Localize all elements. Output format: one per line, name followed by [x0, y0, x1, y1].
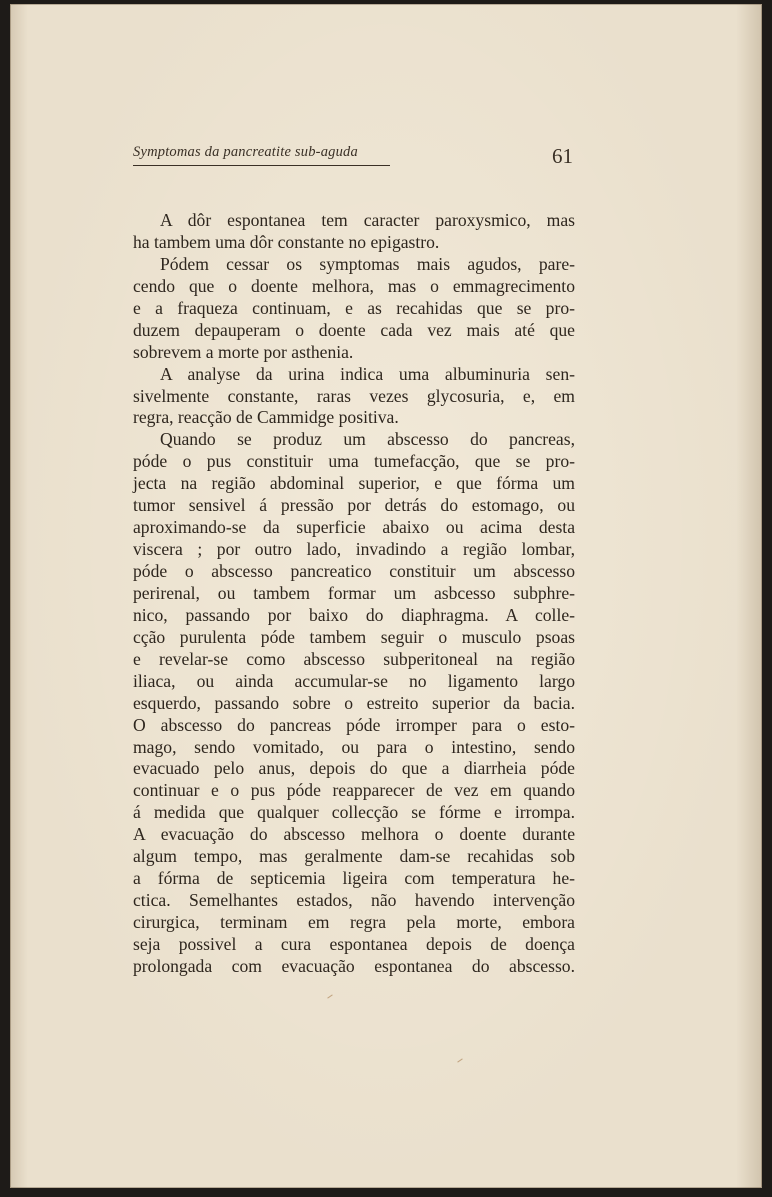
text-line: póde o pus constituir uma tumefacção, que se pro- [133, 451, 575, 472]
text-line: regra, reacção de Cammidge positiva. [133, 407, 399, 428]
text-line: jecta na região abdominal superior, e que fórma um [133, 473, 575, 494]
text-line: esquerdo, passando sobre o estreito superior da bacia. [133, 692, 575, 713]
text-line: A analyse da urina indica uma albuminuria sen- [160, 363, 575, 384]
text-line: ctica. Semelhantes estados, não havendo intervenção [133, 890, 575, 911]
text-line: continuar e o pus póde reapparecer de vez em quando [133, 780, 575, 801]
text-line: tumor sensivel á pressão por detrás do estomago, ou [133, 495, 575, 516]
text-line: e revelar-se como abscesso subperitoneal na região [133, 648, 575, 669]
text-line: A evacuação do abscesso melhora o doente durante [133, 824, 575, 845]
header-rule [133, 165, 390, 166]
page-number: 61 [552, 144, 573, 168]
text-line: duzem depauperam o doente cada vez mais até que [133, 319, 575, 340]
text-line: iliaca, ou ainda accumular-se no ligamento largo [133, 670, 575, 691]
text-line: perirenal, ou tambem formar um asbcesso subphre- [133, 582, 575, 603]
text-line: nico, passando por baixo do diaphragma. A colle- [133, 604, 575, 625]
text-line: aproximando-se da superficie abaixo ou acima desta [133, 517, 575, 538]
body-text [133, 210, 575, 978]
text-line: cirurgica, terminam em regra pela morte, embora [133, 912, 575, 932]
text-line: Pódem cessar os symptomas mais agudos, pare- [160, 253, 575, 274]
text-line: algum tempo, mas geralmente dam-se recahidas sob [133, 846, 575, 867]
paper-speck [457, 1058, 462, 1062]
text-line: A dôr espontanea tem caracter paroxysmico, mas [160, 210, 575, 230]
running-head [133, 140, 573, 172]
running-title: Symptomas da pancreatite sub-aguda [133, 144, 358, 160]
text-line: O abscesso do pancreas póde irromper para o esto- [133, 714, 575, 735]
text-line: sobrevem a morte por asthenia. [133, 341, 354, 362]
text-line: seja possivel a cura espontanea depois de doença [133, 933, 575, 954]
text-line: viscera ; por outro lado, invadindo a região lombar, [133, 539, 575, 560]
text-line: evacuado pelo anus, depois do que a diarrheia póde [133, 758, 575, 779]
page-sheet [10, 4, 762, 1188]
paper-speck [327, 994, 332, 998]
text-line: e a fraqueza continuam, e as recahidas que se pro- [133, 297, 575, 318]
text-line: prolongada com evacuação espontanea do abscesso. [133, 955, 575, 976]
text-line: cção purulenta póde tambem seguir o musculo psoas [133, 626, 575, 647]
text-line: ha tambem uma dôr constante no epigastro. [133, 231, 440, 252]
text-line: póde o abscesso pancreatico constituir um abscesso [133, 561, 575, 581]
text-line: sivelmente constante, raras vezes glycosuria, e, em [133, 385, 575, 406]
text-line: á medida que qualquer collecção se fórme e irrompa. [133, 802, 575, 823]
text-line: cendo que o doente melhora, mas o emmagrecimento [133, 275, 575, 296]
text-line: mago, sendo vomitado, ou para o intestino, sendo [133, 736, 575, 757]
text-line: Quando se produz um abscesso do pancreas, [160, 429, 575, 450]
text-line: a fórma de septicemia ligeira com temperatura he- [133, 868, 575, 889]
